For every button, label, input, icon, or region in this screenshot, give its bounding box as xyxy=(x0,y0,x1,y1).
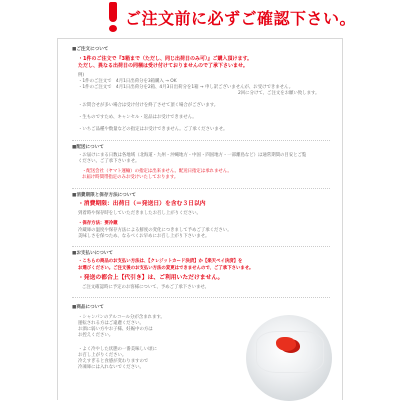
section-heading-delivery: ■配送について xyxy=(72,145,104,150)
product-line-8: 冷凍庫には入れないでください。 xyxy=(78,365,144,370)
section-heading-order: ■ご注文について xyxy=(72,47,109,52)
product-line-1: ・シャンパンのアルコール分が含まれます。 xyxy=(78,315,165,320)
delivery-red-2: お届け時間帯指定のみお受けいたしております。 xyxy=(82,175,179,180)
payment-line-2: お選びください。ご注文後のお支払い方法の変更はできませんので、ご了承下さいませ。 xyxy=(78,266,254,271)
product-line-4: お控えください。 xyxy=(78,333,114,338)
divider xyxy=(72,140,330,141)
section-heading-product: ■商品について xyxy=(72,305,104,310)
section-heading-expiry: ■消費期限と保存方法について xyxy=(72,193,136,198)
product-line-6: お召し上がりください。 xyxy=(78,353,127,358)
payment-line-1: ・こちらの商品のお支払い方法は、【クレジットカード決済】か【楽天ペイ決済】を xyxy=(78,259,243,264)
strawberry-photo xyxy=(246,315,332,401)
order-note-3: ・いちご品種や数量などの指定はお受けできません。ご了承くださいませ。 xyxy=(78,127,228,132)
order-rule-line1: ・1件のご注文で『3箱まで（ただし、同じ出荷日のみ可）』ご購入頂けます。 xyxy=(78,56,253,62)
page-header xyxy=(0,0,400,38)
delivery-line-2: ください。ご了承下さいませ。 xyxy=(78,159,140,164)
divider xyxy=(72,297,330,298)
expiry-line-1: 到着時や保存時をしていただきましたお召し上がりください。 xyxy=(78,211,201,216)
storage-label: ・保存方法：要冷蔵 xyxy=(78,221,118,226)
expiry-line-3: 美味しさを保つため、なるべくお早めにお召し上がり下さいませ。 xyxy=(78,234,210,239)
product-line-3: お酒に弱い方やお子様、妊娠中の方は xyxy=(78,327,153,332)
example-1: ・1件のご注文で 4月1日出荷分を3箱購入 → OK xyxy=(78,79,177,84)
example-3: 2回に分けて、ご注文をお願い致します。 xyxy=(238,91,320,96)
product-line-7: 冷えすぎると食感が変わりますので xyxy=(78,359,149,364)
page-title: ご注文前に必ずご確認下さい。 xyxy=(125,9,357,28)
product-line-5: ・よく冷やした状態の一番美味しい頃に xyxy=(78,347,158,352)
example-label: 例) xyxy=(78,73,85,78)
notice-panel xyxy=(57,38,343,400)
divider xyxy=(72,188,330,189)
section-heading-payment: ■お支払いについて xyxy=(72,251,113,256)
example-2: ・1件のご注文で 4月1日出荷分を2箱、4月3日出荷分を1箱 → 申し訳ございませんが、お受けできません。 xyxy=(78,85,294,90)
exclamation-icon xyxy=(107,2,119,32)
expiry-line-2: 冷蔵庫の温度や保存方法による鮮度の変化につきまして予めご了承ください。 xyxy=(78,228,232,233)
payment-line-4: ご注文確認時に予定のお客様について、予めご了承下さいませ。 xyxy=(82,285,210,290)
divider xyxy=(72,246,330,247)
payment-line-3: ・発送の都合上【代引き】は、ご利用いただけません。 xyxy=(78,275,224,281)
order-note-2: ・生ものですため、キャンセル・返品はお受けできません。 xyxy=(78,115,197,120)
delivery-red-1: ・配送会社（ヤマト運輸）の指定は出来ません。配送日指定は承れません。 xyxy=(82,169,232,174)
expiry-big-line: ・消費期限：出荷日（＝発送日）を含む３日以内 xyxy=(78,201,206,207)
delivery-line-1: ・お届けにまる日数は各地域（北海道・九州・沖縄地方・中国・四国地方・一部離島など）は通常期間の目安とご覧 xyxy=(78,153,307,158)
product-line-2: 運転される方はご遠慮ください。 xyxy=(78,321,144,326)
order-note-1: ・お問合せが多い場合は受け付けを終了させて頂く場合がございます。 xyxy=(78,103,219,108)
order-rule-line2: ただし、異なる出荷日の同梱は受け付けておりませんので了承下さいませ。 xyxy=(78,63,248,69)
